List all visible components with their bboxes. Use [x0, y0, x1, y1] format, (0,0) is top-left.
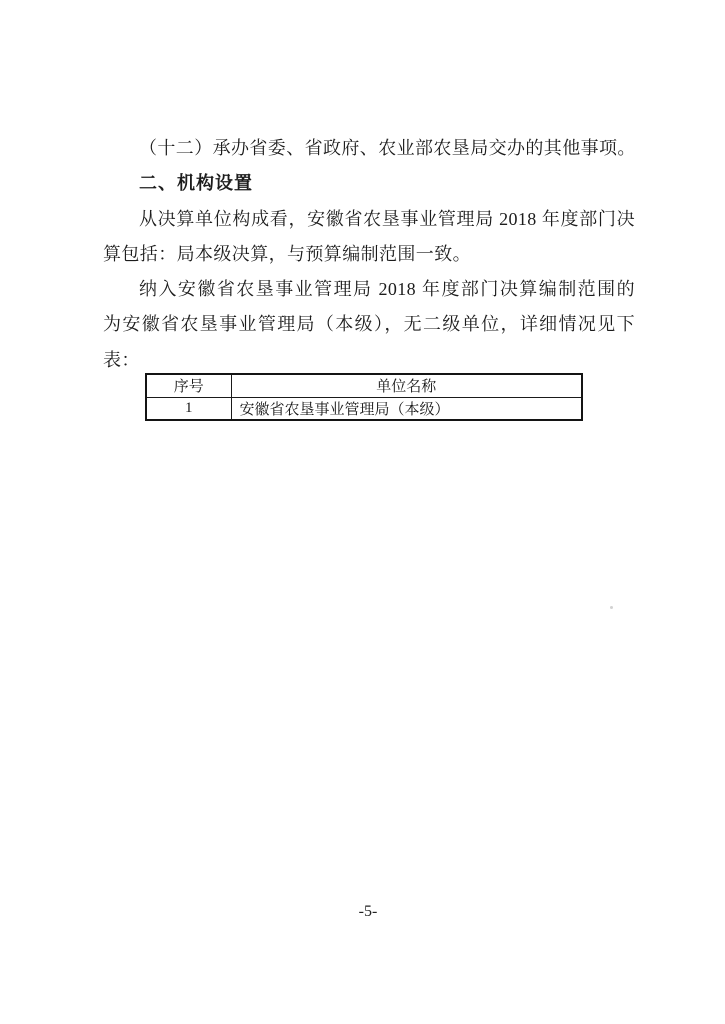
cell-index: 1: [146, 397, 231, 420]
scan-artifact-dot: [610, 606, 613, 609]
cell-unit-name: 安徽省农垦事业管理局（本级）: [231, 397, 582, 420]
paragraph1-line2: 算包括：局本级决算，与预算编制范围一致。: [103, 243, 471, 264]
org-units-table: [145, 373, 583, 421]
paragraph2-line2: 为安徽省农垦事业管理局（本级），无二级单位，详细情况见下: [103, 314, 635, 335]
body-text-block: [103, 131, 635, 378]
table-row: [146, 397, 582, 420]
page-number: -5-: [358, 903, 378, 920]
list-item-12: （十二）承办省委、省政府、农业部农垦局交办的其他事项。: [139, 138, 636, 158]
paragraph2-line3: 表：: [103, 349, 140, 370]
section-heading: 二、机构设置: [139, 173, 253, 194]
paragraph1-line1: 从决算单位构成看，安徽省农垦事业管理局 2018 年度部门决: [139, 208, 635, 229]
paragraph2-line1: 纳入安徽省农垦事业管理局 2018 年度部门决算编制范围的: [139, 279, 635, 300]
table-header-row: [146, 374, 582, 397]
header-cell-unit-name: 单位名称: [231, 374, 582, 397]
header-cell-index: 序号: [146, 374, 231, 397]
